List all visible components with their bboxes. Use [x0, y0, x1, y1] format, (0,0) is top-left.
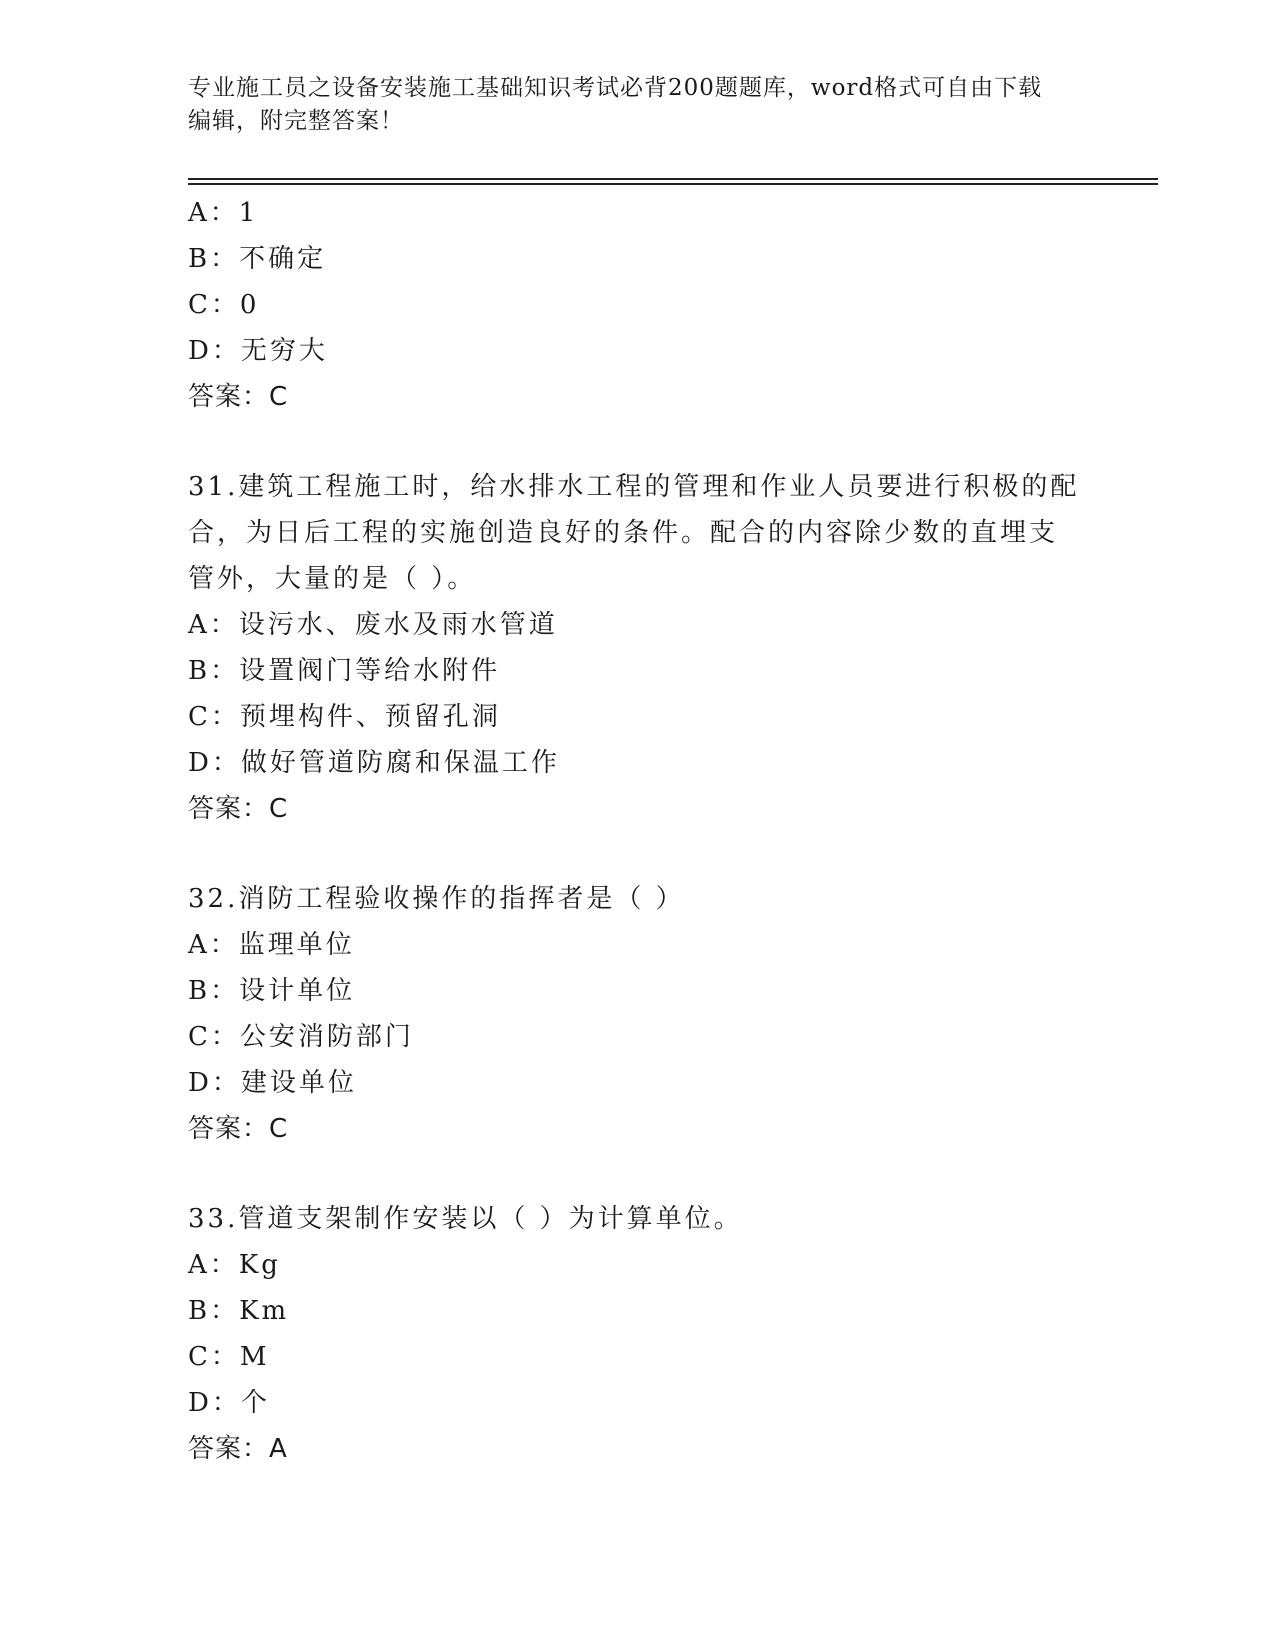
option-b: B：Km	[188, 1296, 290, 1326]
question-stem-line: 管外，大量的是（ ）。	[188, 564, 477, 594]
option-a: A：设污水、废水及雨水管道	[188, 610, 558, 640]
option-c: C：公安消防部门	[188, 1022, 414, 1052]
answer: 答案：A	[188, 1434, 288, 1464]
question-stem-line: 32.消防工程验收操作的指挥者是（ ）	[188, 884, 685, 914]
header-line-2: 编辑，附完整答案！	[188, 108, 404, 134]
option-c: C：0	[188, 290, 260, 320]
document-header	[188, 72, 1068, 138]
option-c: C：M	[188, 1342, 270, 1372]
option-a: A：监理单位	[188, 930, 355, 960]
header-line-1: 专业施工员之设备安装施工基础知识考试必背200题题库，word格式可自由下载	[188, 75, 1043, 101]
question-30-tail	[188, 190, 1088, 420]
header-divider-bottom	[188, 183, 1158, 185]
option-c: C：预埋构件、预留孔洞	[188, 702, 501, 732]
option-b: B：设置阀门等给水附件	[188, 656, 501, 686]
option-b: B：不确定	[188, 244, 327, 274]
question-33	[188, 1196, 1088, 1472]
answer: 答案：C	[188, 794, 289, 824]
option-a: A：1	[188, 198, 259, 228]
header-divider-top	[188, 178, 1158, 180]
answer: 答案：C	[188, 1114, 289, 1144]
question-list	[188, 190, 1088, 1472]
answer: 答案：C	[188, 382, 289, 412]
option-d: D：个	[188, 1388, 270, 1418]
option-d: D：建设单位	[188, 1068, 357, 1098]
question-31	[188, 464, 1088, 832]
option-a: A：Kg	[188, 1250, 281, 1280]
question-stem-line: 合，为日后工程的实施创造良好的条件。配合的内容除少数的直埋支	[188, 518, 1059, 548]
question-stem-line: 33.管道支架制作安装以（ ）为计算单位。	[188, 1204, 743, 1234]
option-d: D：无穷大	[188, 336, 328, 366]
question-32	[188, 876, 1088, 1152]
option-b: B：设计单位	[188, 976, 356, 1006]
option-d: D：做好管道防腐和保温工作	[188, 748, 560, 778]
question-stem-line: 31.建筑工程施工时，给水排水工程的管理和作业人员要进行积极的配	[188, 472, 1080, 502]
